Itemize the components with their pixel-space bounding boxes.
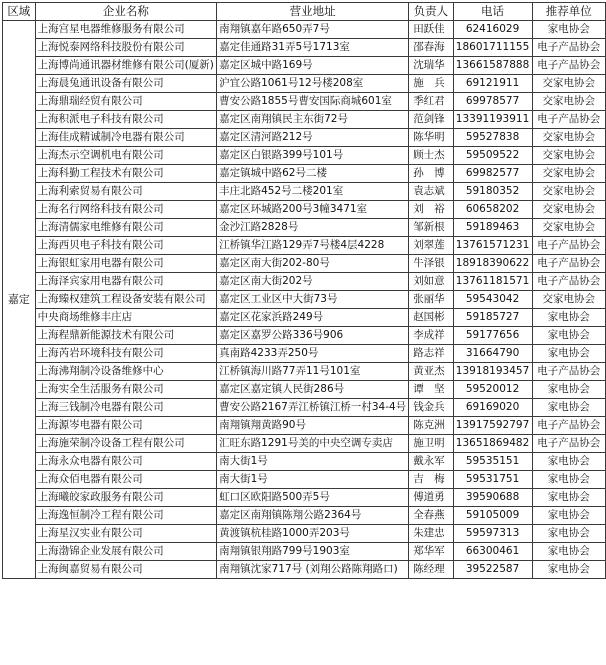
company-name: 上海积派电子科技有限公司 <box>35 111 217 129</box>
phone-number: 59177656 <box>453 327 532 345</box>
contact-person: 郑华军 <box>409 543 453 561</box>
phone-number: 59535151 <box>453 453 532 471</box>
recommending-unit: 电子产品协会 <box>532 237 605 255</box>
table-row <box>3 39 606 57</box>
recommending-unit: 家电协会 <box>532 399 605 417</box>
table-row <box>3 561 606 579</box>
table-row <box>3 363 606 381</box>
recommending-unit: 电子产品协会 <box>532 273 605 291</box>
recommending-unit: 电子产品协会 <box>532 417 605 435</box>
recommending-unit: 交家电协会 <box>532 291 605 309</box>
contact-person: 施 兵 <box>409 75 453 93</box>
company-name: 上海三钱制冷电器有限公司 <box>35 399 217 417</box>
table-row <box>3 183 606 201</box>
contact-person: 范剑锋 <box>409 111 453 129</box>
business-address: 嘉定区花家浜路249号 <box>217 309 409 327</box>
phone-number: 18601711155 <box>453 39 532 57</box>
business-address: 南翔镇沈家717号 (刘翔公路陈翔路口) <box>217 561 409 579</box>
phone-number: 39590688 <box>453 489 532 507</box>
table-row <box>3 201 606 219</box>
contact-person: 钱金兵 <box>409 399 453 417</box>
table-row <box>3 435 606 453</box>
table-row <box>3 525 606 543</box>
phone-number: 13661587888 <box>453 57 532 75</box>
recommending-unit: 家电协会 <box>532 309 605 327</box>
company-name: 上海博尚通讯器材维修有限公司(厦新) <box>35 57 217 75</box>
recommending-unit: 交家电协会 <box>532 165 605 183</box>
business-address: 丰庄北路452号二楼201室 <box>217 183 409 201</box>
table-row <box>3 291 606 309</box>
company-name: 上海鼎瑞经贸有限公司 <box>35 93 217 111</box>
contact-person: 刘 裕 <box>409 201 453 219</box>
business-address: 嘉定镇城中路62号二楼 <box>217 165 409 183</box>
header-phone: 电话 <box>453 3 532 21</box>
recommending-unit: 家电协会 <box>532 489 605 507</box>
contact-person: 全春燕 <box>409 507 453 525</box>
phone-number: 13918193457 <box>453 363 532 381</box>
phone-number: 31664790 <box>453 345 532 363</box>
business-address: 嘉定区清河路212号 <box>217 129 409 147</box>
phone-number: 13651869482 <box>453 435 532 453</box>
contact-person: 季红君 <box>409 93 453 111</box>
recommending-unit: 电子产品协会 <box>532 57 605 75</box>
header-recommender: 推荐单位 <box>532 3 605 21</box>
recommending-unit: 家电协会 <box>532 561 605 579</box>
company-name: 上海渤锦企业发展有限公司 <box>35 543 217 561</box>
phone-number: 59180352 <box>453 183 532 201</box>
company-name: 上海清儒家电维修有限公司 <box>35 219 217 237</box>
contact-person: 谭 坚 <box>409 381 453 399</box>
company-name: 上海科勤工程技术有限公司 <box>35 165 217 183</box>
phone-number: 69982577 <box>453 165 532 183</box>
table-row <box>3 93 606 111</box>
table-row <box>3 165 606 183</box>
recommending-unit: 交家电协会 <box>532 75 605 93</box>
business-address: 嘉定区嘉罗公路336号906 <box>217 327 409 345</box>
header-address: 营业地址 <box>217 3 409 21</box>
contact-person: 路志祥 <box>409 345 453 363</box>
business-address: 嘉定区南大街202号 <box>217 273 409 291</box>
business-address: 南翔镇嘉年路650弄7号 <box>217 21 409 39</box>
company-name: 上海星汉实业有限公司 <box>35 525 217 543</box>
company-name: 上海银虹家用电器有限公司 <box>35 255 217 273</box>
table-row <box>3 453 606 471</box>
recommending-unit: 交家电协会 <box>532 147 605 165</box>
business-address: 南翔镇翔黄路90号 <box>217 417 409 435</box>
phone-number: 59531751 <box>453 471 532 489</box>
phone-number: 59597313 <box>453 525 532 543</box>
company-name: 上海施荣制冷设备工程有限公司 <box>35 435 217 453</box>
service-provider-table <box>2 2 606 579</box>
phone-number: 13761181571 <box>453 273 532 291</box>
table-row <box>3 399 606 417</box>
business-address: 嘉定区环城路200号3幢3471室 <box>217 201 409 219</box>
phone-number: 18918390622 <box>453 255 532 273</box>
recommending-unit: 家电协会 <box>532 543 605 561</box>
header-person: 负责人 <box>409 3 453 21</box>
contact-person: 袁志斌 <box>409 183 453 201</box>
table-row <box>3 21 606 39</box>
business-address: 真南路4233弄250号 <box>217 345 409 363</box>
header-region: 区域 <box>3 3 36 21</box>
table-row <box>3 57 606 75</box>
contact-person: 李成祥 <box>409 327 453 345</box>
table-row <box>3 309 606 327</box>
company-name: 上海沸翔制冷设备维修中心 <box>35 363 217 381</box>
business-address: 嘉定区南翔镇民主东街72号 <box>217 111 409 129</box>
contact-person: 顾士杰 <box>409 147 453 165</box>
business-address: 嘉定区南大街202-80号 <box>217 255 409 273</box>
business-address: 曹安公路2167弄江桥镇江桥一村34-4号 <box>217 399 409 417</box>
contact-person: 牛泽银 <box>409 255 453 273</box>
recommending-unit: 交家电协会 <box>532 93 605 111</box>
company-name: 上海源岑电器有限公司 <box>35 417 217 435</box>
contact-person: 陈华明 <box>409 129 453 147</box>
company-name: 上海利索贸易有限公司 <box>35 183 217 201</box>
table-row <box>3 237 606 255</box>
recommending-unit: 电子产品协会 <box>532 111 605 129</box>
contact-person: 沈瑞华 <box>409 57 453 75</box>
contact-person: 陈克洲 <box>409 417 453 435</box>
phone-number: 59185727 <box>453 309 532 327</box>
recommending-unit: 电子产品协会 <box>532 363 605 381</box>
phone-number: 59543042 <box>453 291 532 309</box>
phone-number: 59189463 <box>453 219 532 237</box>
table-row <box>3 111 606 129</box>
company-name: 上海曦皎家政服务有限公司 <box>35 489 217 507</box>
business-address: 南翔镇银翔路799号1903室 <box>217 543 409 561</box>
phone-number: 13917592797 <box>453 417 532 435</box>
recommending-unit: 家电协会 <box>532 21 605 39</box>
company-name: 上海程鼎新能源技术有限公司 <box>35 327 217 345</box>
recommending-unit: 电子产品协会 <box>532 39 605 57</box>
business-address: 江桥镇华江路129弄7号楼4层4228 <box>217 237 409 255</box>
company-name: 上海名行网络科技有限公司 <box>35 201 217 219</box>
table-row <box>3 489 606 507</box>
recommending-unit: 交家电协会 <box>532 183 605 201</box>
business-address: 虹口区欧阳路500弄5号 <box>217 489 409 507</box>
business-address: 嘉定区城中路169号 <box>217 57 409 75</box>
business-address: 嘉定区工业区中大街73号 <box>217 291 409 309</box>
recommending-unit: 电子产品协会 <box>532 255 605 273</box>
contact-person: 吉 梅 <box>409 471 453 489</box>
company-name: 上海西贝电子科技有限公司 <box>35 237 217 255</box>
table-row <box>3 327 606 345</box>
business-address: 南大街1号 <box>217 471 409 489</box>
company-name: 上海佳成精诚制冷电器有限公司 <box>35 129 217 147</box>
phone-number: 59105009 <box>453 507 532 525</box>
company-name: 上海实全生活服务有限公司 <box>35 381 217 399</box>
recommending-unit: 交家电协会 <box>532 129 605 147</box>
company-name: 上海闽嘉贸易有限公司 <box>35 561 217 579</box>
business-address: 汇旺东路1291号美的中央空调专卖店 <box>217 435 409 453</box>
phone-number: 39522587 <box>453 561 532 579</box>
recommending-unit: 家电协会 <box>532 381 605 399</box>
phone-number: 59520012 <box>453 381 532 399</box>
phone-number: 60658202 <box>453 201 532 219</box>
business-address: 黄渡镇杭桂路1000弄203号 <box>217 525 409 543</box>
contact-person: 陈经理 <box>409 561 453 579</box>
business-address: 沪宜公路1061号12号楼208室 <box>217 75 409 93</box>
recommending-unit: 家电协会 <box>532 327 605 345</box>
table-row <box>3 75 606 93</box>
contact-person: 刘翠莲 <box>409 237 453 255</box>
business-address: 南大街1号 <box>217 453 409 471</box>
phone-number: 59509522 <box>453 147 532 165</box>
phone-number: 69121911 <box>453 75 532 93</box>
contact-person: 张丽华 <box>409 291 453 309</box>
business-address: 曹安公路1855号曹安国际商城601室 <box>217 93 409 111</box>
contact-person: 傅道勇 <box>409 489 453 507</box>
recommending-unit: 家电协会 <box>532 453 605 471</box>
recommending-unit: 家电协会 <box>532 507 605 525</box>
region-cell: 嘉定 <box>3 21 36 579</box>
table-row <box>3 129 606 147</box>
company-name: 上海杰示空调机电有限公司 <box>35 147 217 165</box>
company-name: 上海众佰电器有限公司 <box>35 471 217 489</box>
table-row <box>3 219 606 237</box>
table-row <box>3 543 606 561</box>
recommending-unit: 家电协会 <box>532 345 605 363</box>
recommending-unit: 家电协会 <box>532 525 605 543</box>
company-name: 上海逸恒制冷工程有限公司 <box>35 507 217 525</box>
contact-person: 孙 博 <box>409 165 453 183</box>
phone-number: 69978577 <box>453 93 532 111</box>
contact-person: 施卫明 <box>409 435 453 453</box>
contact-person: 朱建忠 <box>409 525 453 543</box>
table-row <box>3 381 606 399</box>
contact-person: 邵春海 <box>409 39 453 57</box>
table-row <box>3 507 606 525</box>
company-name: 上海永众电器有限公司 <box>35 453 217 471</box>
business-address: 嘉定区嘉定镇人民街286号 <box>217 381 409 399</box>
company-name: 上海泽宾家用电器有限公司 <box>35 273 217 291</box>
table-row <box>3 273 606 291</box>
business-address: 江桥镇海川路77弄11号101室 <box>217 363 409 381</box>
table-row <box>3 471 606 489</box>
contact-person: 赵国彬 <box>409 309 453 327</box>
phone-number: 13761571231 <box>453 237 532 255</box>
company-name: 上海臻权建筑工程设备安装有限公司 <box>35 291 217 309</box>
company-name: 上海宫星电器维修服务有限公司 <box>35 21 217 39</box>
recommending-unit: 交家电协会 <box>532 201 605 219</box>
table-row <box>3 345 606 363</box>
company-name: 上海悦泰网络科技股份有限公司 <box>35 39 217 57</box>
company-name: 上海晨兔通讯设备有限公司 <box>35 75 217 93</box>
contact-person: 田跃佳 <box>409 21 453 39</box>
phone-number: 59527838 <box>453 129 532 147</box>
recommending-unit: 电子产品协会 <box>532 435 605 453</box>
contact-person: 刘如意 <box>409 273 453 291</box>
table-row <box>3 255 606 273</box>
phone-number: 66300461 <box>453 543 532 561</box>
business-address: 嘉定区南翔镇陈翔公路2364号 <box>217 507 409 525</box>
header-row <box>3 3 606 21</box>
business-address: 嘉定区白银路399号101号 <box>217 147 409 165</box>
phone-number: 69169020 <box>453 399 532 417</box>
phone-number: 13391193911 <box>453 111 532 129</box>
contact-person: 戴永军 <box>409 453 453 471</box>
business-address: 嘉定佳通路31弄5号1713室 <box>217 39 409 57</box>
recommending-unit: 交家电协会 <box>532 219 605 237</box>
contact-person: 邹新根 <box>409 219 453 237</box>
table-row <box>3 147 606 165</box>
contact-person: 黄亚杰 <box>409 363 453 381</box>
business-address: 金沙江路2828号 <box>217 219 409 237</box>
company-name: 上海芮岩环境科技有限公司 <box>35 345 217 363</box>
header-company: 企业名称 <box>35 3 217 21</box>
phone-number: 62416029 <box>453 21 532 39</box>
table-row <box>3 417 606 435</box>
company-name: 中央商场维修丰庄店 <box>35 309 217 327</box>
recommending-unit: 家电协会 <box>532 471 605 489</box>
